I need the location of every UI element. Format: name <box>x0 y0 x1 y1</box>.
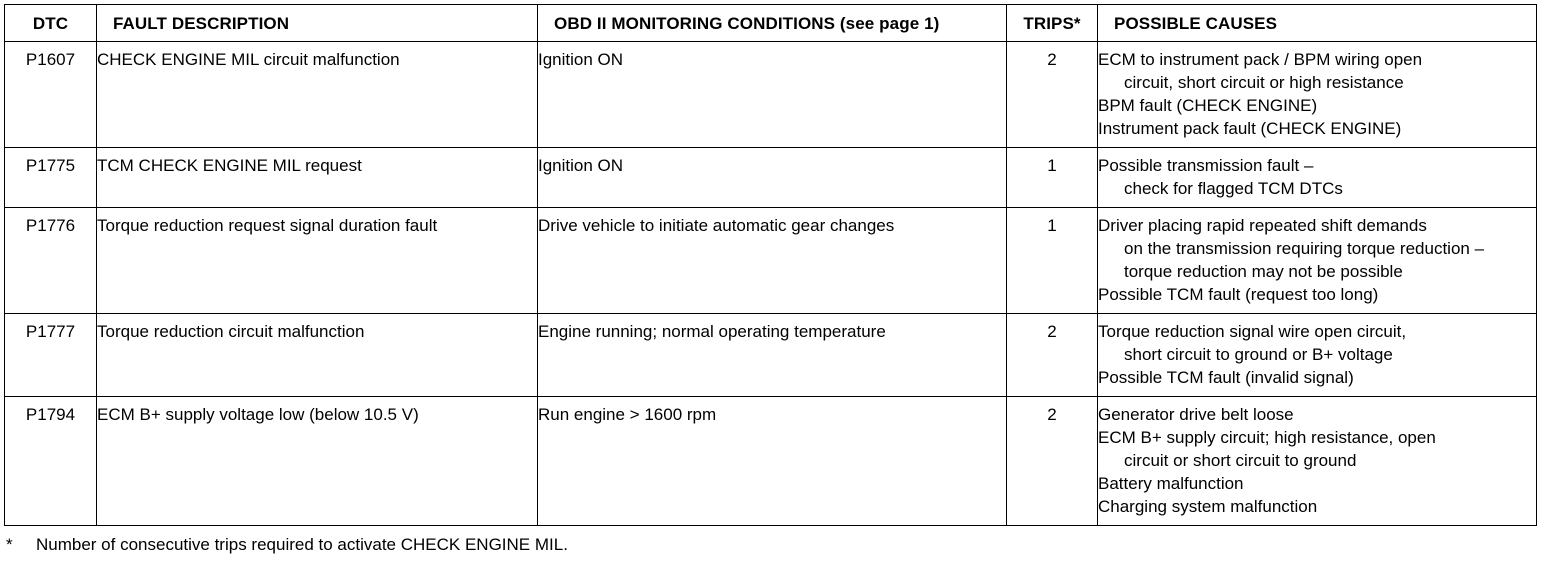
footnote <box>6 533 568 556</box>
cause-line: Possible TCM fault (invalid signal) <box>1098 368 1354 387</box>
cause-line: Torque reduction signal wire open circuit, <box>1098 322 1407 341</box>
fault-description: CHECK ENGINE MIL circuit malfunction <box>97 42 538 148</box>
dtc-code: P1607 <box>5 42 97 148</box>
cause-line: Possible TCM fault (request too long) <box>1098 285 1379 304</box>
fault-description: Torque reduction circuit malfunction <box>97 314 538 397</box>
cause-line: ECM to instrument pack / BPM wiring open <box>1098 50 1423 69</box>
monitoring-conditions: Run engine > 1600 rpm <box>538 397 1007 526</box>
dtc-code: P1776 <box>5 208 97 314</box>
dtc-code: P1775 <box>5 148 97 208</box>
trips-count: 2 <box>1007 314 1098 397</box>
trips-count: 2 <box>1007 42 1098 148</box>
cause-line: Instrument pack fault (CHECK ENGINE) <box>1098 119 1402 138</box>
fault-description: ECM B+ supply voltage low (below 10.5 V) <box>97 397 538 526</box>
header-trips: TRIPS* <box>1007 5 1098 42</box>
cause-line: Generator drive belt loose <box>1098 405 1294 424</box>
monitoring-conditions: Drive vehicle to initiate automatic gear changes <box>538 208 1007 314</box>
cause-line: torque reduction may not be possible <box>1124 262 1403 281</box>
table-header-row <box>5 5 1537 42</box>
cause-line: BPM fault (CHECK ENGINE) <box>1098 96 1318 115</box>
dtc-code: P1794 <box>5 397 97 526</box>
header-monitoring-conditions: OBD II MONITORING CONDITIONS (see page 1) <box>538 5 1007 42</box>
dtc-code: P1777 <box>5 314 97 397</box>
trips-count: 1 <box>1007 208 1098 314</box>
table-row <box>5 42 1537 148</box>
possible-causes <box>1098 208 1537 314</box>
cause-line: check for flagged TCM DTCs <box>1124 179 1343 198</box>
table-row <box>5 397 1537 526</box>
cause-line: circuit, short circuit or high resistance <box>1124 73 1404 92</box>
monitoring-conditions: Ignition ON <box>538 148 1007 208</box>
header-possible-causes: POSSIBLE CAUSES <box>1098 5 1537 42</box>
possible-causes <box>1098 42 1537 148</box>
trips-count: 2 <box>1007 397 1098 526</box>
possible-causes <box>1098 148 1537 208</box>
cause-line: circuit or short circuit to ground <box>1124 451 1357 470</box>
header-dtc: DTC <box>5 5 97 42</box>
cause-line: on the transmission requiring torque reduction – <box>1124 239 1485 258</box>
monitoring-conditions: Ignition ON <box>538 42 1007 148</box>
monitoring-conditions: Engine running; normal operating temperature <box>538 314 1007 397</box>
trips-count: 1 <box>1007 148 1098 208</box>
cause-line: Driver placing rapid repeated shift demands <box>1098 216 1427 235</box>
header-fault-description: FAULT DESCRIPTION <box>97 5 538 42</box>
fault-description: Torque reduction request signal duration fault <box>97 208 538 314</box>
cause-line: ECM B+ supply circuit; high resistance, open <box>1098 428 1436 447</box>
possible-causes <box>1098 397 1537 526</box>
fault-description: TCM CHECK ENGINE MIL request <box>97 148 538 208</box>
footnote-text: Number of consecutive trips required to activate CHECK ENGINE MIL. <box>36 535 568 554</box>
table-row <box>5 208 1537 314</box>
dtc-table <box>4 4 1537 526</box>
cause-line: Charging system malfunction <box>1098 497 1318 516</box>
cause-line: short circuit to ground or B+ voltage <box>1124 345 1393 364</box>
possible-causes <box>1098 314 1537 397</box>
cause-line: Battery malfunction <box>1098 474 1244 493</box>
table-row <box>5 314 1537 397</box>
footnote-mark: * <box>6 535 13 554</box>
table-row <box>5 148 1537 208</box>
cause-line: Possible transmission fault – <box>1098 156 1314 175</box>
